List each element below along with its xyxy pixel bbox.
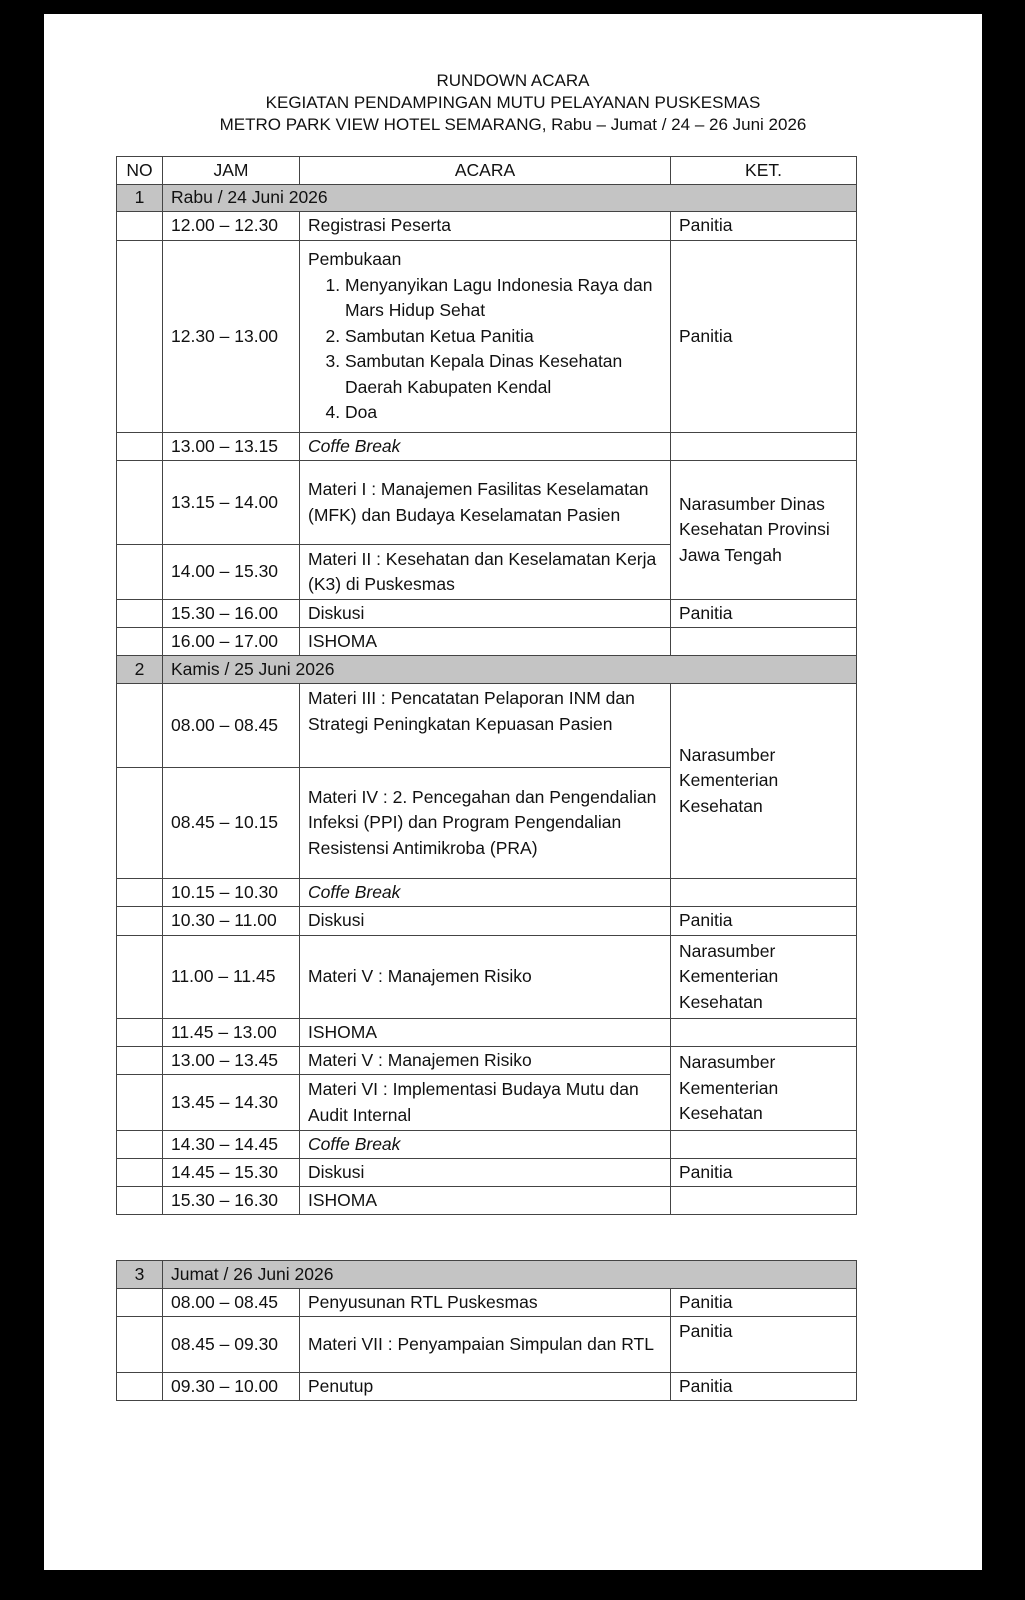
cell-ket: Narasumber Dinas Kesehatan Provinsi Jawa Tengah bbox=[671, 461, 857, 600]
table-row bbox=[117, 628, 857, 656]
acara-title: Pembukaan bbox=[308, 249, 402, 270]
cell-no bbox=[117, 879, 163, 907]
cell-acara: Penutup bbox=[300, 1373, 671, 1401]
day-number: 1 bbox=[117, 185, 163, 212]
document-header bbox=[44, 70, 982, 136]
cell-no bbox=[117, 628, 163, 656]
cell-acara: ISHOMA bbox=[300, 1019, 671, 1047]
header-title: RUNDOWN ACARA bbox=[436, 71, 590, 90]
table-row bbox=[117, 1019, 857, 1047]
list-item: 4. Doa bbox=[345, 400, 662, 426]
cell-ket: Narasumber Kementerian Kesehatan bbox=[671, 1047, 857, 1131]
cell-jam: 10.30 – 11.00 bbox=[163, 907, 300, 936]
table-row bbox=[117, 1159, 857, 1187]
cell-ket: Panitia bbox=[671, 1289, 857, 1317]
cell-ket bbox=[671, 628, 857, 656]
agenda-list bbox=[308, 273, 662, 426]
list-item: 3. Sambutan Kepala Dinas Kesehatan Daerah Kabupaten Kendal bbox=[345, 349, 662, 400]
cell-acara: Diskusi bbox=[300, 1159, 671, 1187]
cell-no bbox=[117, 1159, 163, 1187]
cell-no bbox=[117, 600, 163, 628]
cell-acara: Materi I : Manajemen Fasilitas Keselamatan (MFK) dan Budaya Keselamatan Pasien bbox=[300, 461, 671, 545]
table-row bbox=[117, 879, 857, 907]
day-label: Jumat / 26 Juni 2026 bbox=[163, 1261, 857, 1289]
cell-jam: 11.00 – 11.45 bbox=[163, 936, 300, 1019]
cell-jam: 09.30 – 10.00 bbox=[163, 1373, 300, 1401]
cell-ket: Panitia bbox=[671, 907, 857, 936]
header-venue: METRO PARK VIEW HOTEL SEMARANG, Rabu – Jumat / 24 – 26 Juni 2026 bbox=[219, 115, 807, 134]
day-label: Rabu / 24 Juni 2026 bbox=[163, 185, 857, 212]
cell-acara bbox=[300, 241, 671, 433]
cell-jam: 13.00 – 13.45 bbox=[163, 1047, 300, 1075]
cell-jam: 14.00 – 15.30 bbox=[163, 545, 300, 600]
cell-acara: Materi V : Manajemen Risiko bbox=[300, 936, 671, 1019]
col-header-ket: KET. bbox=[671, 157, 857, 185]
cell-jam: 13.00 – 13.15 bbox=[163, 433, 300, 461]
cell-acara: Coffe Break bbox=[300, 879, 671, 907]
cell-ket: Panitia bbox=[671, 212, 857, 241]
cell-ket: Panitia bbox=[671, 600, 857, 628]
cell-jam: 14.30 – 14.45 bbox=[163, 1131, 300, 1159]
cell-acara: Penyusunan RTL Puskesmas bbox=[300, 1289, 671, 1317]
cell-no bbox=[117, 212, 163, 241]
cell-ket: Panitia bbox=[671, 1159, 857, 1187]
rundown-table bbox=[116, 156, 857, 1215]
cell-ket bbox=[671, 1131, 857, 1159]
cell-acara: Registrasi Peserta bbox=[300, 212, 671, 241]
cell-jam: 08.45 – 10.15 bbox=[163, 768, 300, 879]
cell-acara: Materi IV : 2. Pencegahan dan Pengendalian Infeksi (PPI) dan Program Pengendalian Resistensi Antimikroba (PRA) bbox=[300, 768, 671, 879]
cell-acara: Materi V : Manajemen Risiko bbox=[300, 1047, 671, 1075]
cell-acara: Coffe Break bbox=[300, 433, 671, 461]
cell-acara: ISHOMA bbox=[300, 1187, 671, 1215]
cell-ket bbox=[671, 1187, 857, 1215]
table-row bbox=[117, 600, 857, 628]
cell-no bbox=[117, 433, 163, 461]
cell-no bbox=[117, 1047, 163, 1075]
cell-acara: Materi VII : Penyampaian Simpulan dan RTL bbox=[300, 1317, 671, 1373]
day-number: 3 bbox=[117, 1261, 163, 1289]
cell-no bbox=[117, 684, 163, 768]
cell-jam: 12.00 – 12.30 bbox=[163, 212, 300, 241]
col-header-acara: ACARA bbox=[300, 157, 671, 185]
cell-jam: 12.30 – 13.00 bbox=[163, 241, 300, 433]
cell-jam: 08.00 – 08.45 bbox=[163, 684, 300, 768]
table-row bbox=[117, 1317, 857, 1373]
cell-ket: Narasumber Kementerian Kesehatan bbox=[671, 936, 857, 1019]
table-row bbox=[117, 936, 857, 1019]
day-row bbox=[117, 1261, 857, 1289]
cell-no bbox=[117, 545, 163, 600]
cell-no bbox=[117, 1019, 163, 1047]
table-row bbox=[117, 1187, 857, 1215]
table-row bbox=[117, 684, 857, 768]
cell-no bbox=[117, 1373, 163, 1401]
cell-acara: Diskusi bbox=[300, 907, 671, 936]
cell-jam: 08.00 – 08.45 bbox=[163, 1289, 300, 1317]
cell-no bbox=[117, 768, 163, 879]
cell-ket: Panitia bbox=[671, 1317, 857, 1373]
rundown-table-day3 bbox=[116, 1260, 857, 1401]
cell-jam: 13.45 – 14.30 bbox=[163, 1075, 300, 1131]
cell-ket: Panitia bbox=[671, 1373, 857, 1401]
cell-ket bbox=[671, 879, 857, 907]
cell-no bbox=[117, 1187, 163, 1215]
cell-jam: 15.30 – 16.30 bbox=[163, 1187, 300, 1215]
table-row bbox=[117, 212, 857, 241]
cell-jam: 15.30 – 16.00 bbox=[163, 600, 300, 628]
table-row bbox=[117, 907, 857, 936]
cell-acara: Coffe Break bbox=[300, 1131, 671, 1159]
cell-no bbox=[117, 1289, 163, 1317]
cell-jam: 08.45 – 09.30 bbox=[163, 1317, 300, 1373]
cell-no bbox=[117, 1075, 163, 1131]
day-row bbox=[117, 656, 857, 684]
table-row bbox=[117, 461, 857, 545]
cell-jam: 11.45 – 13.00 bbox=[163, 1019, 300, 1047]
cell-acara: Materi III : Pencatatan Pelaporan INM dan Strategi Peningkatan Kepuasan Pasien bbox=[300, 684, 671, 768]
cell-acara: Diskusi bbox=[300, 600, 671, 628]
cell-jam: 14.45 – 15.30 bbox=[163, 1159, 300, 1187]
header-subtitle: KEGIATAN PENDAMPINGAN MUTU PELAYANAN PUSKESMAS bbox=[265, 93, 761, 112]
cell-acara: Materi VI : Implementasi Budaya Mutu dan Audit Internal bbox=[300, 1075, 671, 1131]
list-item: 1. Menyanyikan Lagu Indonesia Raya dan Mars Hidup Sehat bbox=[345, 273, 662, 324]
col-header-no: NO bbox=[117, 157, 163, 185]
table-header-row bbox=[117, 157, 857, 185]
cell-no bbox=[117, 907, 163, 936]
cell-jam: 10.15 – 10.30 bbox=[163, 879, 300, 907]
table-row bbox=[117, 1131, 857, 1159]
cell-jam: 13.15 – 14.00 bbox=[163, 461, 300, 545]
cell-ket: Narasumber Kementerian Kesehatan bbox=[671, 684, 857, 879]
table-row bbox=[117, 433, 857, 461]
cell-no bbox=[117, 461, 163, 545]
col-header-jam: JAM bbox=[163, 157, 300, 185]
day-number: 2 bbox=[117, 656, 163, 684]
table-row bbox=[117, 1289, 857, 1317]
table-row bbox=[117, 1373, 857, 1401]
cell-acara: Materi II : Kesehatan dan Keselamatan Kerja (K3) di Puskesmas bbox=[300, 545, 671, 600]
cell-no bbox=[117, 1131, 163, 1159]
cell-jam: 16.00 – 17.00 bbox=[163, 628, 300, 656]
day-row bbox=[117, 185, 857, 212]
day-label: Kamis / 25 Juni 2026 bbox=[163, 656, 857, 684]
cell-acara: ISHOMA bbox=[300, 628, 671, 656]
cell-no bbox=[117, 1317, 163, 1373]
cell-ket bbox=[671, 433, 857, 461]
table-row bbox=[117, 1047, 857, 1075]
list-item: 2. Sambutan Ketua Panitia bbox=[345, 324, 662, 350]
cell-ket: Panitia bbox=[671, 241, 857, 433]
cell-no bbox=[117, 936, 163, 1019]
cell-no bbox=[117, 241, 163, 433]
table-row bbox=[117, 241, 857, 433]
cell-ket bbox=[671, 1019, 857, 1047]
